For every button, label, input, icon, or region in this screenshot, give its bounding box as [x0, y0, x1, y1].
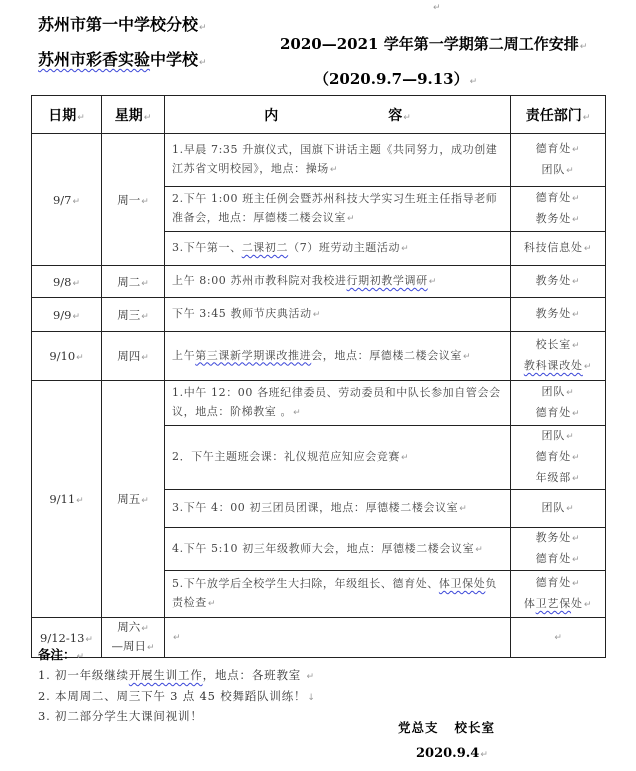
paragraph-mark: ↵: [141, 278, 149, 289]
table-header-row: [32, 96, 606, 134]
weekday-cell: [102, 298, 165, 332]
content-text: 3.下午 4：00 初三团员团课，地点：厚德楼二楼会议室: [172, 501, 459, 514]
paragraph-mark: ↵: [85, 634, 93, 645]
paragraph-mark: ↵: [459, 504, 468, 514]
paragraph-mark: ↵: [306, 672, 315, 682]
department-text: 年级部: [535, 471, 572, 484]
note-item: [38, 707, 316, 726]
department-text: 团队: [541, 429, 566, 442]
content-text: 2．下午主题班会课：礼仪规范应知应会竞赛: [172, 450, 400, 463]
paragraph-mark: ↵: [199, 58, 207, 68]
content-text: 1.中午 12：00 各班纪律委员、劳动委员和中队长参加自管会会议，地点：阶梯教室 。: [172, 386, 501, 418]
date-cell: [32, 332, 102, 381]
content-text: 5.下午放学后全校学生大扫除，年级组长、德育处、: [172, 577, 439, 590]
paragraph-mark: ↵: [199, 23, 207, 33]
notes-section: [38, 642, 316, 726]
paragraph-mark: ↵: [572, 579, 581, 589]
weekday-cell: [102, 381, 165, 618]
paragraph-mark: ↵: [401, 453, 410, 463]
department-cell: [511, 490, 606, 528]
table-row: [32, 298, 606, 332]
paragraph-mark: ↵: [572, 145, 581, 155]
department-text: 教务处: [535, 274, 572, 287]
header-text: 容: [388, 107, 403, 124]
department-text: 团队: [541, 163, 566, 176]
department-text: 德育处: [535, 142, 572, 155]
header-text: 星期: [114, 107, 143, 124]
paragraph-mark: ↵: [76, 496, 84, 506]
school-name-1: [38, 12, 207, 35]
paragraph-mark: ↵: [401, 244, 410, 254]
spellcheck-underlined-text: 体卫保处: [438, 577, 486, 590]
department-cell: [511, 134, 606, 187]
document-subtitle-text: （2020.9.7—9.13）: [314, 70, 469, 88]
school-name-2-text: 中学校: [150, 50, 199, 69]
department-cell: [511, 332, 606, 381]
paragraph-mark: ↵: [579, 42, 588, 52]
paragraph-mark: ↵: [572, 215, 581, 225]
paragraph-mark: ↵: [173, 633, 182, 643]
content-cell: [165, 571, 511, 618]
signature-date: [416, 746, 488, 761]
paragraph-mark: ↵: [312, 310, 321, 320]
paragraph-mark: ↵: [572, 310, 581, 320]
weekday-cell: [102, 134, 165, 266]
column-header-date: [32, 96, 102, 134]
note-text: 1. 初一年级继续: [38, 668, 129, 682]
school-name-1-text: 苏州市第一中学校分校: [38, 15, 199, 34]
department-cell: [511, 426, 606, 490]
date-text: 9/11: [49, 492, 76, 506]
department-text: 教务处: [535, 307, 572, 320]
department-cell: [511, 187, 606, 232]
spellcheck-underlined-text: 开展生训工作: [128, 668, 203, 682]
content-text: 1.早晨 7:35 升旗仪式，国旗下讲话主题《共同努力，成功创建江苏省文明校园》，地点：操场: [172, 143, 498, 175]
weekday-text: 周四: [117, 349, 141, 363]
department-cell: [511, 266, 606, 298]
paragraph-mark: ↵: [141, 496, 149, 506]
department-text: 科技信息处: [523, 241, 583, 254]
paragraph-mark: ↵: [141, 311, 149, 322]
weekday-text: —周日: [111, 638, 146, 653]
date-cell: [32, 266, 102, 298]
department-text: 教务处: [535, 531, 572, 544]
paragraph-mark: ↵: [463, 351, 472, 362]
department-text: 团队: [541, 385, 566, 398]
date-text: 9/12-13: [40, 630, 85, 645]
content-text: 会，地点：厚德楼二楼会议室: [311, 348, 463, 362]
spellcheck-underlined-text: 卫艺保: [535, 597, 572, 610]
content-text: （7）班劳动主题活动: [288, 241, 401, 254]
paragraph-mark: ↵: [572, 534, 581, 544]
date-cell: [32, 298, 102, 332]
paragraph-mark: ↵: [141, 196, 149, 207]
paragraph-mark: ↵: [566, 166, 575, 176]
paragraph-mark: ↵: [566, 432, 575, 442]
schedule-body: [32, 134, 606, 658]
content-cell: [165, 332, 511, 381]
school-name-2: [38, 47, 207, 70]
note-text: 2. 本周周二、周三下午 3 点 45 校舞蹈队训练！: [38, 688, 307, 703]
signature-date-text: 2020.9.4: [416, 746, 480, 761]
content-text: 负责检查: [172, 577, 497, 609]
paragraph-mark: ↵: [583, 244, 593, 254]
content-cell: [165, 134, 511, 187]
note-text: ，地点：各班教室: [202, 668, 302, 682]
table-row: [32, 381, 606, 426]
paragraph-mark: ↵: [475, 544, 484, 555]
paragraph-mark: ↵: [572, 474, 581, 484]
spellcheck-underlined-text: 二课初二: [241, 241, 289, 254]
department-cell: [511, 571, 606, 618]
paragraph-mark: ↵: [572, 555, 581, 565]
document-title-text: 2020—2021 学年第一学期第二周工作安排: [280, 35, 579, 53]
department-cell: [511, 232, 606, 266]
paragraph-mark: ↵: [582, 112, 591, 123]
date-text: 9/7: [52, 192, 72, 207]
paragraph-mark: ↵: [141, 353, 149, 363]
content-text: 4.下午 5:10 初三年级教师大会，地点：厚德楼二楼会议室: [172, 541, 475, 555]
paragraph-mark: ↵: [572, 341, 581, 351]
department-text: 处: [571, 597, 583, 610]
schedule-table: [31, 95, 606, 658]
content-text: 上午: [172, 348, 196, 362]
department-cell: [511, 618, 606, 658]
paragraph-mark: ↵: [329, 165, 339, 175]
paragraph-mark: ↵: [347, 214, 356, 224]
content-cell: [165, 266, 511, 298]
paragraph-mark: ↵: [572, 277, 581, 287]
content-cell: [165, 426, 511, 490]
department-text: 德育处: [535, 191, 572, 204]
paragraph-mark: ↵: [72, 311, 81, 322]
department-text: 教务处: [535, 212, 572, 225]
document-title: [280, 33, 587, 54]
notes-title-text: 备注：: [38, 647, 76, 662]
date-text: 9/8: [52, 274, 72, 289]
paragraph-mark: ↵: [554, 633, 563, 643]
department-text: 德育处: [535, 552, 572, 565]
date-cell: [32, 381, 102, 618]
note-item: [38, 687, 316, 708]
department-text: 德育处: [535, 450, 572, 463]
table-row: [32, 266, 606, 298]
paragraph-mark: ↵: [207, 599, 216, 609]
header-text: 内: [264, 107, 279, 124]
paragraph-mark: ↵: [572, 453, 581, 463]
paragraph-mark: ↵: [583, 362, 593, 372]
paragraph-mark: ↵: [480, 750, 488, 760]
note-item: [38, 666, 316, 687]
paragraph-mark: ↵: [72, 196, 81, 207]
header-text: 责任部门: [525, 107, 582, 124]
weekday-cell: [102, 332, 165, 381]
column-header-content: [165, 96, 511, 134]
weekday-text: 周六: [117, 619, 141, 634]
content-cell: [165, 298, 511, 332]
content-cell: [165, 232, 511, 266]
table-row: [32, 134, 606, 187]
paragraph-mark: ↵: [572, 409, 581, 419]
note-text: 3. 初二部分学生大课间视训！: [38, 709, 203, 723]
department-text: 体: [523, 597, 536, 610]
content-cell: [165, 187, 511, 232]
content-text: 2.下午 1:00 班主任例会暨苏州科技大学实习生班主任指导老师准备会，地点：厚德楼二楼会议室: [172, 192, 498, 224]
department-text: 德育处: [535, 576, 572, 589]
content-cell: [165, 528, 511, 571]
paragraph-mark: ↵: [141, 623, 149, 634]
paragraph-mark: ↵: [566, 388, 575, 398]
signature-issuer: 党总支 校长室: [398, 720, 496, 735]
department-text: 校长室: [535, 338, 572, 351]
paragraph-mark: ↵: [572, 194, 581, 204]
content-text: 下午 3:45 教师节庆典活动: [172, 307, 312, 320]
weekday-cell: [102, 266, 165, 298]
date-cell: [32, 134, 102, 266]
department-text: 团队: [541, 501, 566, 514]
content-cell: [165, 381, 511, 426]
paragraph-mark: ↵: [403, 112, 411, 123]
paragraph-mark: ↵: [76, 353, 84, 363]
weekday-text: 周二: [117, 274, 141, 289]
paragraph-mark: ↵: [72, 278, 81, 289]
spellcheck-underlined-text: 第三课新学期课改推进: [195, 348, 312, 362]
column-header-day: [102, 96, 165, 134]
header-text: 日期: [48, 107, 77, 124]
paragraph-mark: ↵: [433, 3, 441, 13]
paragraph-mark: ↵: [146, 642, 155, 653]
department-text: 德育处: [535, 406, 572, 419]
paragraph-mark: ↵: [469, 77, 478, 87]
paragraph-mark: ↵: [76, 652, 85, 662]
weekday-text: 周一: [117, 192, 141, 207]
notes-title: [38, 642, 316, 663]
date-text: 9/9: [52, 307, 72, 322]
spellcheck-underlined-text: 苏州市彩香实验: [38, 50, 151, 69]
department-cell: [511, 298, 606, 332]
column-header-department: [511, 96, 606, 134]
paragraph-mark: ↵: [293, 408, 302, 418]
paragraph-mark: ↵: [77, 112, 85, 123]
department-text: 教科课改处: [523, 359, 583, 372]
weekday-text: 周三: [117, 307, 141, 322]
date-text: 9/10: [49, 349, 76, 363]
paragraph-mark: ↵: [583, 600, 593, 610]
table-row: [32, 332, 606, 381]
paragraph-mark: ↵: [566, 504, 575, 514]
content-text: 3.下午第一、: [172, 241, 242, 254]
spellcheck-underlined-text: 行期初教学调研: [346, 274, 428, 287]
paragraph-mark: ↵: [428, 277, 437, 287]
paragraph-mark: ↵: [143, 112, 152, 123]
content-cell: [165, 490, 511, 528]
weekday-text: 周五: [117, 492, 141, 506]
content-text: 上午 8:00 苏州市教科院对我校进: [172, 274, 347, 287]
document-subtitle: [314, 68, 477, 89]
department-cell: [511, 381, 606, 426]
department-cell: [511, 528, 606, 571]
line-break-mark: ↓: [307, 692, 316, 703]
